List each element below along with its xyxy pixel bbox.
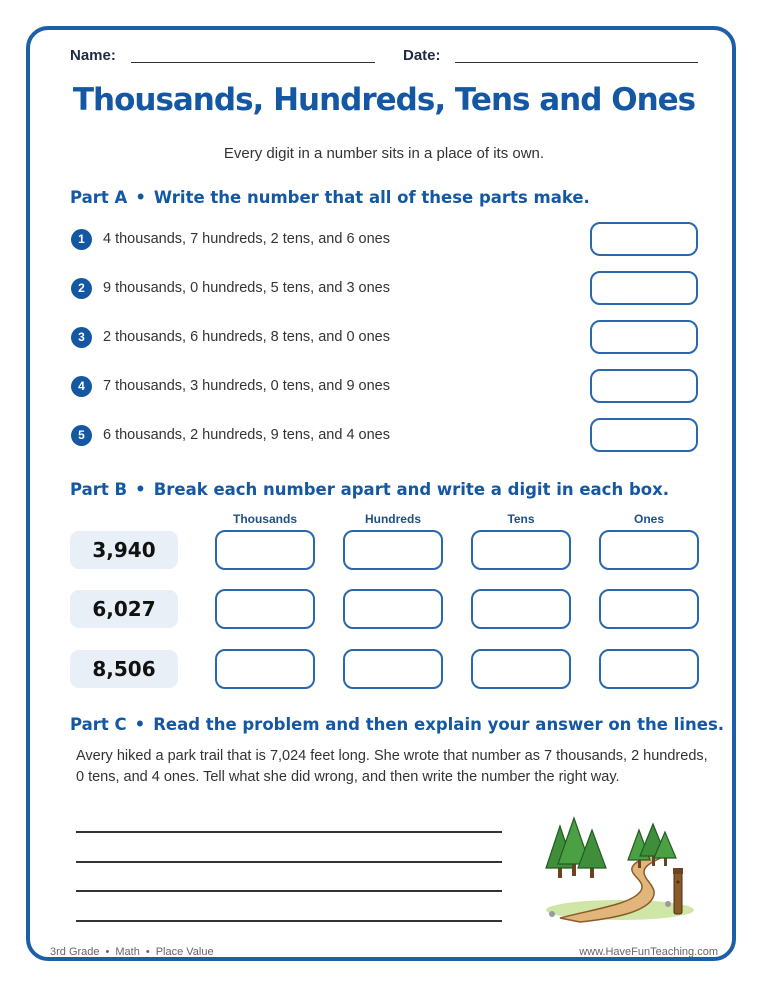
part-b-instruction: Break each number apart and write a digit in each box. xyxy=(153,480,669,499)
page-subtitle: Every digit in a number sits in a place of its own. xyxy=(223,145,545,162)
part-a-item-text: 2 thousands, 6 hundreds, 8 tens, and 0 ones xyxy=(103,329,390,345)
number-card: 6,027 xyxy=(70,590,178,628)
bullet-separator: • xyxy=(105,946,110,958)
name-label: Name: xyxy=(70,47,116,64)
column-header-ones: Ones xyxy=(633,512,664,526)
thousands-box[interactable] xyxy=(215,530,315,570)
part-a-instruction: Write the number that all of these parts make. xyxy=(153,188,590,207)
part-b-label: Part B xyxy=(70,480,128,499)
answer-box[interactable] xyxy=(590,320,698,354)
answer-line[interactable] xyxy=(76,861,502,863)
hundreds-box[interactable] xyxy=(343,589,443,629)
ones-box[interactable] xyxy=(599,649,699,689)
part-a-item-text: 6 thousands, 2 hundreds, 9 tens, and 4 ones xyxy=(103,427,390,443)
item-number-badge: 1 xyxy=(71,229,92,250)
tens-box[interactable] xyxy=(471,530,571,570)
item-number-badge: 4 xyxy=(71,376,92,397)
number-card: 3,940 xyxy=(70,531,178,569)
answer-box[interactable] xyxy=(590,418,698,452)
column-header-tens: Tens xyxy=(507,512,535,526)
ones-box[interactable] xyxy=(599,589,699,629)
number-card: 8,506 xyxy=(70,650,178,688)
item-number-badge: 3 xyxy=(71,327,92,348)
subject-label: Math xyxy=(115,946,140,958)
date-label: Date: xyxy=(403,47,441,64)
part-a-heading xyxy=(70,188,590,207)
answer-box[interactable] xyxy=(590,271,698,305)
grade-label: 3rd Grade xyxy=(50,946,100,958)
name-line[interactable] xyxy=(131,62,375,63)
thousands-box[interactable] xyxy=(215,649,315,689)
answer-line[interactable] xyxy=(76,920,502,922)
bullet-separator: • xyxy=(135,188,146,207)
item-number-badge: 2 xyxy=(71,278,92,299)
footer-tags xyxy=(50,946,214,958)
footer-website[interactable]: www.HaveFunTeaching.com xyxy=(579,946,718,958)
answer-line[interactable] xyxy=(76,890,502,892)
bullet-separator: • xyxy=(134,715,146,734)
word-problem: Avery hiked a park trail that is 7,024 feet long. She wrote that number as 7 thousands, 2 hundreds, 0 tens, and 4 ones. Tell what she did wrong, and then write the number the right way. xyxy=(76,748,708,785)
tens-box[interactable] xyxy=(471,649,571,689)
answer-line[interactable] xyxy=(76,831,502,833)
topic-label: Place Value xyxy=(155,946,214,958)
part-a-label: Part A xyxy=(70,188,128,207)
ones-box[interactable] xyxy=(599,530,699,570)
column-header-hundreds: Hundreds xyxy=(364,512,421,526)
trail-icon xyxy=(540,812,702,924)
part-a-item-text: 9 thousands, 0 hundreds, 5 tens, and 3 ones xyxy=(103,280,390,296)
hundreds-box[interactable] xyxy=(343,649,443,689)
column-header-thousands: Thousands xyxy=(232,512,297,526)
thousands-box[interactable] xyxy=(215,589,315,629)
date-line[interactable] xyxy=(455,62,698,63)
bullet-separator: • xyxy=(135,480,146,499)
answer-box[interactable] xyxy=(590,222,698,256)
hundreds-box[interactable] xyxy=(343,530,443,570)
part-a-item-text: 4 thousands, 7 hundreds, 2 tens, and 6 ones xyxy=(103,231,390,247)
page-title: Thousands, Hundreds, Tens and Ones xyxy=(72,82,696,118)
item-number-badge: 5 xyxy=(71,425,92,446)
part-c-heading xyxy=(70,715,724,734)
part-a-item-text: 7 thousands, 3 hundreds, 0 tens, and 9 ones xyxy=(103,378,390,394)
part-c-instruction: Read the problem and then explain your answer on the lines. xyxy=(153,715,725,734)
part-c-label: Part C xyxy=(70,715,127,734)
part-b-heading xyxy=(70,480,669,499)
bullet-separator: • xyxy=(145,946,150,958)
answer-box[interactable] xyxy=(590,369,698,403)
tens-box[interactable] xyxy=(471,589,571,629)
